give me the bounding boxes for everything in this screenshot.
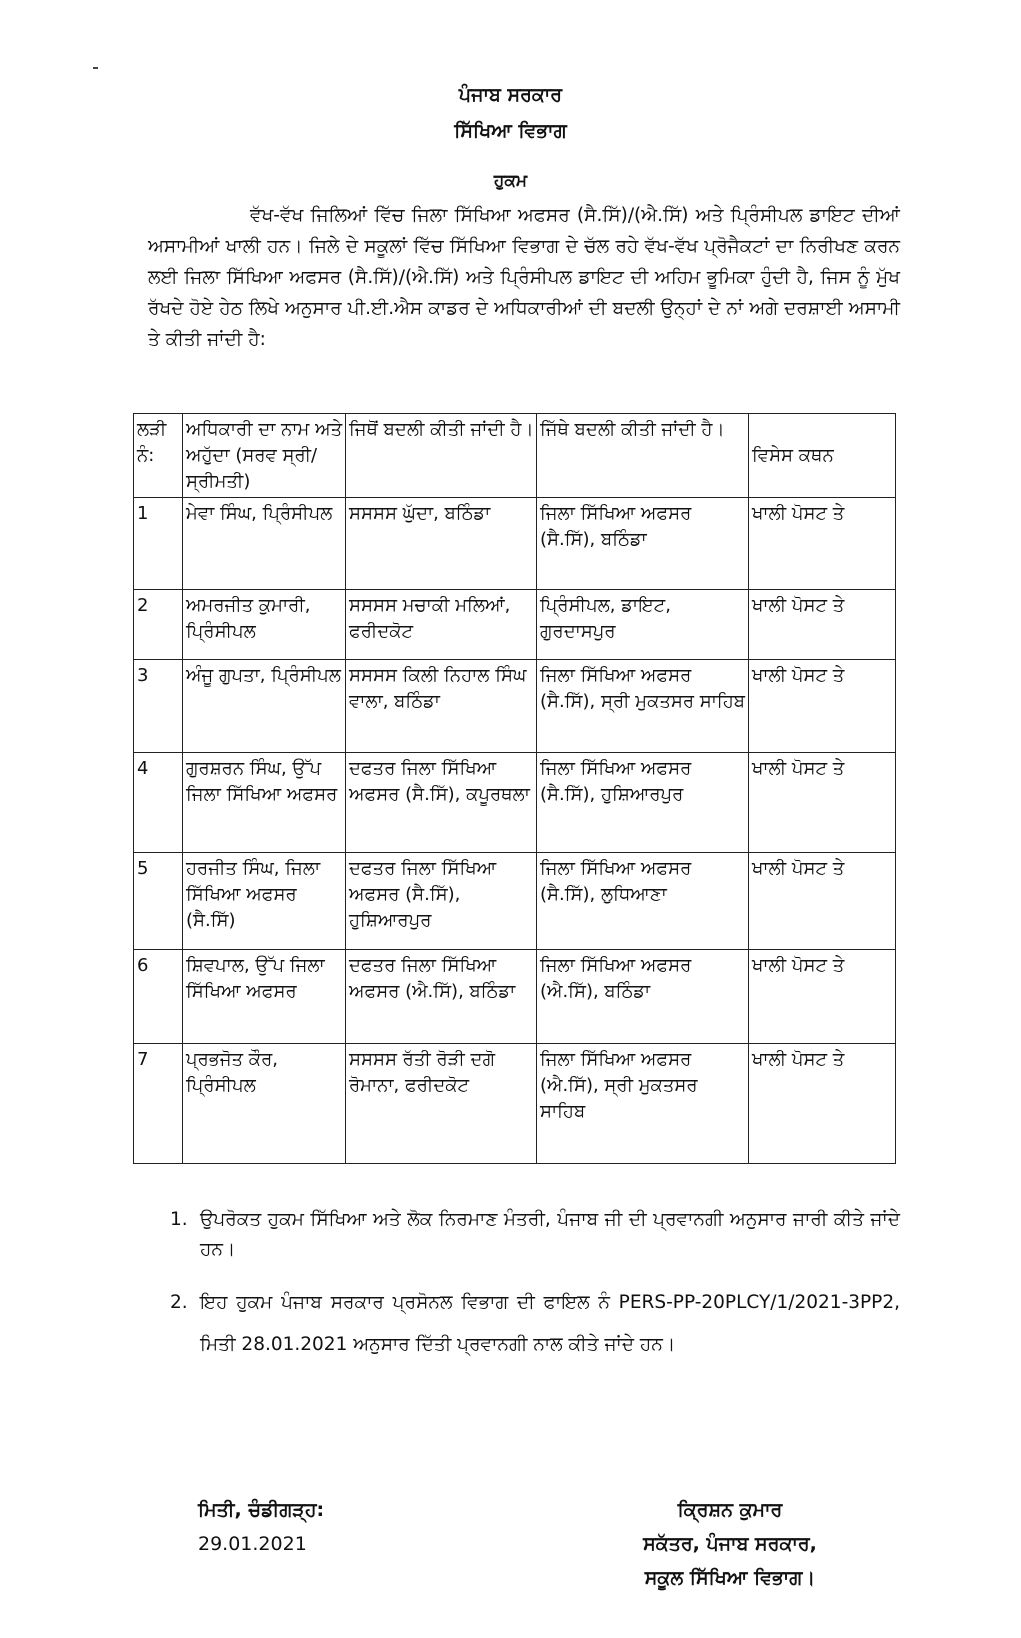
table-row bbox=[134, 498, 896, 590]
cell-officer: ਹਰਜੀਤ ਸਿੰਘ, ਜਿਲਾ ਸਿੱਖਿਆ ਅਫਸਰ (ਸੈ.ਸਿੱ) bbox=[183, 853, 346, 950]
cell-from: ਦਫਤਰ ਜਿਲਾ ਸਿੱਖਿਆ ਅਫਸਰ (ਸੈ.ਸਿੱ), ਕਪੂਰਥਲਾ bbox=[346, 753, 537, 853]
table-row bbox=[134, 590, 896, 660]
cell-remarks: ਖਾਲੀ ਪੋਸਟ ਤੇ bbox=[749, 1044, 896, 1164]
cell-from: ਦਫਤਰ ਜਿਲਾ ਸਿੱਖਿਆ ਅਫਸਰ (ਸੈ.ਸਿੱ), ਹੁਸ਼ਿਆਰਪੁਰ bbox=[346, 853, 537, 950]
table-header-row bbox=[134, 414, 896, 498]
cell-from: ਸਸਸਸ ਕਿਲੀ ਨਿਹਾਲ ਸਿੰਘ ਵਾਲਾ, ਬਠਿੰਡਾ bbox=[346, 660, 537, 753]
government-heading: ਪੰਜਾਬ ਸਰਕਾਰ bbox=[458, 84, 563, 106]
cell-remarks: ਖਾਲੀ ਪੋਸਟ ਤੇ bbox=[749, 853, 896, 950]
cell-remarks: ਖਾਲੀ ਪੋਸਟ ਤੇ bbox=[749, 660, 896, 753]
cell-serial: 3 bbox=[134, 660, 183, 753]
signatory-designation: ਸਕੱਤਰ, ਪੰਜਾਬ ਸਰਕਾਰ, bbox=[643, 1533, 817, 1555]
cell-to: ਜਿਲਾ ਸਿੱਖਿਆ ਅਫਸਰ (ਸੈ.ਸਿੱ), ਸ੍ਰੀ ਮੁਕਤਸਰ ਸਾਹਿਬ bbox=[537, 660, 749, 753]
cell-serial: 6 bbox=[134, 950, 183, 1044]
intro-paragraph: ਵੱਖ-ਵੱਖ ਜਿਲਿਆਂ ਵਿੱਚ ਜਿਲਾ ਸਿੱਖਿਆ ਅਫਸਰ (ਸੈ.ਸਿੱ)/(ਐ.ਸਿੱ) ਅਤੇ ਪ੍ਰਿੰਸੀਪਲ ਡਾਇਟ ਦੀਆਂ ਅਸਾਮੀਆਂ ਖਾਲੀ ਹਨ। ਜਿਲੇ ਦੇ ਸਕੂਲਾਂ ਵਿੱਚ ਸਿੱਖਿਆ ਵਿਭਾਗ ਦੇ ਚੱਲ ਰਹੇ ਵੱਖ-ਵੱਖ ਪ੍ਰੋਜੈਕਟਾਂ ਦਾ ਨਿਰੀਖਣ ਕਰਨ ਲਈ ਜਿਲਾ ਸਿੱਖਿਆ ਅਫਸਰ (ਸੈ.ਸਿੱ)/(ਐ.ਸਿੱ) ਅਤੇ ਪ੍ਰਿੰਸੀਪਲ ਡਾਇਟ ਦੀ ਅਹਿਮ ਭੂਮਿਕਾ ਹੁੰਦੀ ਹੈ, ਜਿਸ ਨੂੰ ਮੁੱਖ ਰੱਖਦੇ ਹੋਏ ਹੇਠ ਲਿਖੇ ਅਨੁਸਾਰ ਪੀ.ਈ.ਐਸ ਕਾਡਰ ਦੇ ਅਧਿਕਾਰੀਆਂ ਦੀ ਬਦਲੀ ਉਨ੍ਹਾਂ ਦੇ ਨਾਂ ਅਗੇ ਦਰਸ਼ਾਈ ਅਸਾਮੀ ਤੇ ਕੀਤੀ ਜਾਂਦੀ ਹੈ: bbox=[148, 205, 900, 350]
cell-from: ਸਸਸਸ ਰੱਤੀ ਰੋੜੀ ਦਗੋ ਰੋਮਾਨਾ, ਫਰੀਦਕੋਟ bbox=[346, 1044, 537, 1164]
cell-to: ਜਿਲਾ ਸਿੱਖਿਆ ਅਫਸਰ (ਸੈ.ਸਿੱ), ਲੁਧਿਆਣਾ bbox=[537, 853, 749, 950]
order-title: ਹੁਕਮ bbox=[493, 171, 528, 191]
cell-officer: ਗੁਰਸ਼ਰਨ ਸਿੰਘ, ਉੱਪ ਜਿਲਾ ਸਿੱਖਿਆ ਅਫਸਰ bbox=[183, 753, 346, 853]
table-row bbox=[134, 853, 896, 950]
cell-from: ਸਸਸਸ ਘੁੱਦਾ, ਬਠਿੰਡਾ bbox=[346, 498, 537, 590]
header-remarks: ਵਿਸੇਸ ਕਥਨ bbox=[749, 414, 896, 498]
cell-serial: 7 bbox=[134, 1044, 183, 1164]
note-number: 1. bbox=[170, 1209, 188, 1230]
signatory-name: ਕ੍ਰਿਸ਼ਨ ਕੁਮਾਰ bbox=[677, 1499, 783, 1521]
cell-from: ਸਸਸਸ ਮਚਾਕੀ ਮਲਿਆਂ, ਫਰੀਦਕੋਟ bbox=[346, 590, 537, 660]
cell-serial: 1 bbox=[134, 498, 183, 590]
cell-officer: ਅਮਰਜੀਤ ਕੁਮਾਰੀ, ਪ੍ਰਿੰਸੀਪਲ bbox=[183, 590, 346, 660]
cell-to: ਪ੍ਰਿੰਸੀਪਲ, ਡਾਇਟ, ਗੁਰਦਾਸਪੁਰ bbox=[537, 590, 749, 660]
transfer-table bbox=[133, 413, 896, 1164]
cell-remarks: ਖਾਲੀ ਪੋਸਟ ਤੇ bbox=[749, 753, 896, 853]
signature-block bbox=[600, 1493, 860, 1595]
cell-remarks: ਖਾਲੀ ਪੋਸਟ ਤੇ bbox=[749, 950, 896, 1044]
cell-serial: 5 bbox=[134, 853, 183, 950]
header-officer: ਅਧਿਕਾਰੀ ਦਾ ਨਾਮ ਅਤੇ ਅਹੁੱਦਾ (ਸਰਵ ਸ੍ਰੀ/ਸ੍ਰੀਮਤੀ) bbox=[183, 414, 346, 498]
note-text: ਇਹ ਹੁਕਮ ਪੰਜਾਬ ਸਰਕਾਰ ਪ੍ਰਸੋਨਲ ਵਿਭਾਗ ਦੀ ਫਾਇਲ ਨੰ PERS-PP-20PLCY/1/2021-3PP2, ਮਿਤੀ 28.01.2021 ਅਨੁਸਾਰ ਦਿੱਤੀ ਪ੍ਰਵਾਨਗੀ ਨਾਲ ਕੀਤੇ ਜਾਂਦੇ ਹਨ। bbox=[200, 1292, 900, 1355]
department-heading: ਸਿੱਖਿਆ ਵਿਭਾਗ bbox=[454, 120, 567, 142]
cell-to: ਜਿਲਾ ਸਿੱਖਿਆ ਅਫਸਰ (ਐ.ਸਿੱ), ਬਠਿੰਡਾ bbox=[537, 950, 749, 1044]
cell-officer: ਮੇਵਾ ਸਿੰਘ, ਪ੍ਰਿੰਸੀਪਲ bbox=[183, 498, 346, 590]
table-row bbox=[134, 660, 896, 753]
header-to: ਜਿੱਥੇ ਬਦਲੀ ਕੀਤੀ ਜਾਂਦੀ ਹੈ। bbox=[537, 414, 749, 498]
table-row bbox=[134, 753, 896, 853]
place-label: ਮਿਤੀ, ਚੰਡੀਗੜ੍ਹ: bbox=[198, 1499, 325, 1521]
cell-remarks: ਖਾਲੀ ਪੋਸਟ ਤੇ bbox=[749, 498, 896, 590]
cell-remarks: ਖਾਲੀ ਪੋਸਟ ਤੇ bbox=[749, 590, 896, 660]
cell-officer: ਅੰਜੂ ਗੁਪਤਾ, ਪ੍ਰਿੰਸੀਪਲ bbox=[183, 660, 346, 753]
header-serial: ਲੜੀ ਨੰ: bbox=[134, 414, 183, 498]
note-item bbox=[170, 1282, 900, 1366]
table-row bbox=[134, 1044, 896, 1164]
scan-speck bbox=[93, 67, 98, 69]
cell-serial: 4 bbox=[134, 753, 183, 853]
note-number: 2. bbox=[170, 1292, 188, 1313]
cell-to: ਜਿਲਾ ਸਿੱਖਿਆ ਅਫਸਰ (ਸੈ.ਸਿੱ), ਹੁਸ਼ਿਆਰਪੁਰ bbox=[537, 753, 749, 853]
table-row bbox=[134, 950, 896, 1044]
header-from: ਜਿਥੋਂ ਬਦਲੀ ਕੀਤੀ ਜਾਂਦੀ ਹੈ। bbox=[346, 414, 537, 498]
order-date: 29.01.2021 bbox=[198, 1533, 307, 1555]
note-item bbox=[170, 1205, 900, 1265]
cell-to: ਜਿਲਾ ਸਿੱਖਿਆ ਅਫਸਰ (ਸੈ.ਸਿੱ), ਬਠਿੰਡਾ bbox=[537, 498, 749, 590]
note-text: ਉਪਰੋਕਤ ਹੁਕਮ ਸਿੱਖਿਆ ਅਤੇ ਲੋਕ ਨਿਰਮਾਣ ਮੰਤਰੀ, ਪੰਜਾਬ ਜੀ ਦੀ ਪ੍ਰਵਾਨਗੀ ਅਨੁਸਾਰ ਜਾਰੀ ਕੀਤੇ ਜਾਂਦੇ ਹਨ। bbox=[200, 1209, 900, 1260]
cell-serial: 2 bbox=[134, 590, 183, 660]
signatory-department: ਸਕੂਲ ਸਿੱਖਿਆ ਵਿਭਾਗ। bbox=[644, 1567, 816, 1589]
place-date-block bbox=[198, 1493, 324, 1561]
cell-to: ਜਿਲਾ ਸਿੱਖਿਆ ਅਫਸਰ (ਐ.ਸਿੱ), ਸ੍ਰੀ ਮੁਕਤਸਰ ਸਾਹਿਬ bbox=[537, 1044, 749, 1164]
cell-officer: ਪ੍ਰਭਜੋਤ ਕੌਰ, ਪ੍ਰਿੰਸੀਪਲ bbox=[183, 1044, 346, 1164]
cell-from: ਦਫਤਰ ਜਿਲਾ ਸਿੱਖਿਆ ਅਫਸਰ (ਐ.ਸਿੱ), ਬਠਿੰਡਾ bbox=[346, 950, 537, 1044]
cell-officer: ਸ਼ਿਵਪਾਲ, ਉੱਪ ਜਿਲਾ ਸਿੱਖਿਆ ਅਫਸਰ bbox=[183, 950, 346, 1044]
